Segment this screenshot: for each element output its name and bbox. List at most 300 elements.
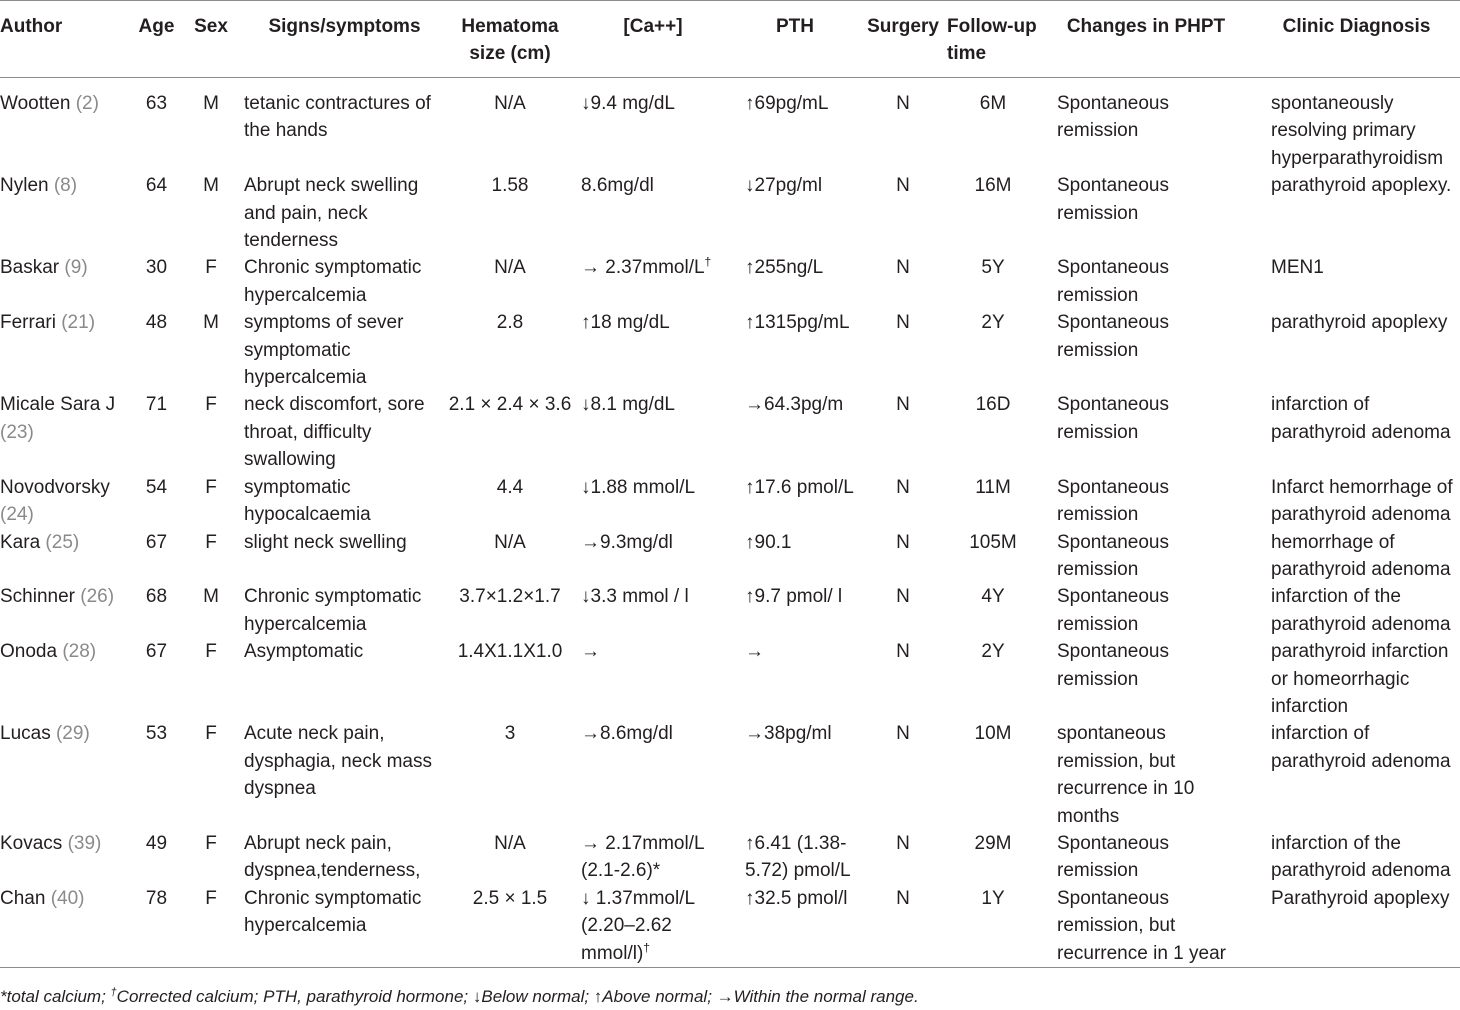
cell-followup [947, 474, 1039, 529]
cell-diagnosis [1253, 885, 1460, 968]
ca-text: ↓ 1.37mmol/L (2.20–2.62 mmol/l) [581, 887, 695, 964]
sex-text: M [203, 93, 219, 114]
surgery-text: N [896, 175, 910, 197]
cell-age [135, 474, 178, 529]
reference-link[interactable]: (8) [53, 175, 78, 197]
cell-hematoma [445, 172, 575, 254]
cell-pth [731, 474, 859, 529]
cell-surgery [859, 78, 947, 173]
cell-author [0, 309, 135, 391]
age-text: 64 [145, 175, 168, 197]
table-row [0, 254, 1460, 309]
cell-age [135, 254, 178, 309]
header-row [0, 1, 1460, 78]
cell-author [0, 391, 135, 473]
cell-changes [1039, 830, 1253, 885]
cell-signs [244, 391, 445, 473]
cell-changes [1039, 583, 1253, 638]
age-text: 67 [145, 641, 168, 663]
hematoma-text: 3.7×1.2×1.7 [459, 586, 561, 608]
ca-text: ↓9.4 mg/dL [581, 93, 675, 114]
cell-changes [1039, 309, 1253, 391]
changes-text: spontaneous remission, but recurrence in 10 months [1057, 723, 1195, 827]
reference-link[interactable]: (40) [50, 887, 85, 909]
cell-pth [731, 529, 859, 584]
header-sex: Sex [194, 16, 228, 37]
cell-pth [731, 254, 859, 309]
cell-hematoma [445, 78, 575, 173]
pth-text: →64.3pg/m [745, 394, 844, 416]
footnote-dagger: † [110, 986, 117, 999]
cell-followup [947, 391, 1039, 473]
cell-author [0, 254, 135, 309]
sex-text: F [205, 641, 217, 663]
header-hematoma: Hematoma size (cm) [461, 16, 559, 64]
cell-age [135, 830, 178, 885]
cell-signs [244, 529, 445, 584]
cell-changes [1039, 391, 1253, 473]
author-text: Kovacs [0, 832, 63, 854]
author-text: Wootten [0, 93, 71, 114]
followup-text: 2Y [981, 312, 1005, 334]
followup-text: 2Y [981, 641, 1005, 663]
age-text: 67 [145, 531, 168, 553]
followup-text: 16M [974, 175, 1012, 197]
pth-text: ↑9.7 pmol/ l [745, 586, 843, 608]
followup-text: 105M [969, 531, 1017, 553]
cell-diagnosis [1253, 309, 1460, 391]
table-body [0, 78, 1460, 968]
cell-diagnosis [1253, 254, 1460, 309]
cell-age [135, 78, 178, 173]
changes-text: Spontaneous remission [1057, 832, 1169, 882]
followup-text: 1Y [981, 887, 1005, 909]
signs-text: tetanic contractures of the hands [244, 93, 431, 142]
author-text: Nylen [0, 175, 49, 197]
diagnosis-text: spontaneously resolving primary hyperparathyroidism [1271, 93, 1444, 169]
cell-age [135, 391, 178, 473]
signs-text: Abrupt neck pain, dyspnea,tenderness, [244, 832, 421, 882]
cell-followup [947, 638, 1039, 720]
signs-text: Abrupt neck swelling and pain, neck tenderness [244, 175, 419, 252]
cell-surgery [859, 172, 947, 254]
cell-ca [575, 583, 731, 638]
sex-text: F [205, 832, 217, 854]
age-text: 63 [145, 93, 168, 114]
cell-author [0, 583, 135, 638]
cell-signs [244, 78, 445, 173]
cell-pth [731, 391, 859, 473]
age-text: 71 [145, 394, 168, 416]
surgery-text: N [896, 312, 910, 334]
cell-pth [731, 172, 859, 254]
cell-signs [244, 720, 445, 830]
ca-text: ↓3.3 mmol / l [581, 586, 689, 608]
cell-diagnosis [1253, 172, 1460, 254]
cell-surgery [859, 885, 947, 968]
cell-surgery [859, 309, 947, 391]
signs-text: symptomatic hypocalcaemia [244, 476, 371, 526]
signs-text: Asymptomatic [244, 641, 364, 663]
cell-pth [731, 638, 859, 720]
hematoma-text: 2.5 × 1.5 [472, 887, 548, 909]
cell-signs [244, 172, 445, 254]
cell-ca [575, 172, 731, 254]
table-row [0, 78, 1460, 173]
header-followup: Follow-up time [947, 16, 1037, 64]
cell-sex [178, 885, 244, 968]
cell-surgery [859, 638, 947, 720]
cell-sex [178, 529, 244, 584]
hematoma-text: N/A [494, 257, 526, 279]
cell-diagnosis [1253, 78, 1460, 173]
cell-surgery [859, 391, 947, 473]
cell-changes [1039, 638, 1253, 720]
cell-diagnosis [1253, 720, 1460, 830]
calcium-footnote-mark: † [704, 255, 712, 270]
cell-diagnosis [1253, 583, 1460, 638]
reference-link[interactable]: (21) [61, 312, 96, 334]
cell-followup [947, 830, 1039, 885]
cell-hematoma [445, 474, 575, 529]
ca-text: ↑18 mg/dL [581, 312, 670, 334]
header-age: Age [138, 16, 175, 37]
cell-hematoma [445, 254, 575, 309]
age-text: 78 [145, 887, 168, 909]
followup-text: 16D [975, 394, 1011, 416]
cell-ca [575, 254, 731, 309]
signs-text: symptoms of sever symptomatic hypercalcemia [244, 312, 404, 389]
cell-changes [1039, 78, 1253, 173]
changes-text: Spontaneous remission [1057, 586, 1169, 635]
header-diagnosis: Clinic Diagnosis [1282, 16, 1431, 37]
cell-hematoma [445, 720, 575, 830]
cell-age [135, 309, 178, 391]
changes-text: Spontaneous remission [1057, 394, 1169, 443]
hematoma-text: 1.4X1.1X1.0 [457, 641, 563, 663]
cell-age [135, 720, 178, 830]
changes-text: Spontaneous remission [1057, 312, 1169, 361]
cell-age [135, 583, 178, 638]
cell-sex [178, 309, 244, 391]
age-text: 48 [145, 312, 168, 334]
cell-sex [178, 583, 244, 638]
signs-text: Chronic symptomatic hypercalcemia [244, 586, 422, 635]
cell-author [0, 529, 135, 584]
header-calcium: [Ca++] [623, 16, 683, 37]
diagnosis-text: Parathyroid apoplexy [1271, 887, 1450, 909]
diagnosis-text: parathyroid infarction or homeorrhagic infarction [1271, 641, 1449, 717]
author-text: Onoda [0, 641, 58, 663]
ca-text: → 2.37mmol/L [581, 257, 705, 279]
cell-signs [244, 885, 445, 968]
surgery-text: N [896, 257, 910, 279]
diagnosis-text: MEN1 [1271, 257, 1324, 279]
changes-text: Spontaneous remission [1057, 531, 1169, 580]
ca-text: ↓8.1 mg/dL [581, 394, 675, 416]
cell-diagnosis [1253, 529, 1460, 584]
age-text: 68 [145, 586, 168, 608]
footnote-part1: *total calcium; [0, 987, 111, 1006]
cell-author [0, 720, 135, 830]
cell-hematoma [445, 309, 575, 391]
signs-text: Chronic symptomatic hypercalcemia [244, 887, 422, 937]
cell-hematoma [445, 885, 575, 968]
signs-text: slight neck swelling [244, 531, 407, 553]
cell-changes [1039, 885, 1253, 968]
diagnosis-text: infarction of parathyroid adenoma [1271, 723, 1451, 772]
cell-surgery [859, 830, 947, 885]
cell-ca [575, 529, 731, 584]
followup-text: 5Y [981, 257, 1005, 279]
author-text: Baskar [0, 257, 60, 279]
cell-pth [731, 720, 859, 830]
cell-ca [575, 720, 731, 830]
sex-text: F [205, 394, 217, 416]
reference-link[interactable]: (25) [45, 531, 80, 553]
footnote-part2: Corrected calcium; PTH, parathyroid hormone; ↓Below normal; ↑Above normal; →Within the normal range. [116, 987, 919, 1006]
cell-age [135, 885, 178, 968]
surgery-text: N [896, 531, 910, 553]
header-signs: Signs/symptoms [268, 16, 421, 37]
cell-diagnosis [1253, 830, 1460, 885]
cell-sex [178, 720, 244, 830]
pth-text: ↑90.1 [745, 531, 792, 553]
followup-text: 10M [974, 723, 1012, 745]
changes-text: Spontaneous remission [1057, 257, 1169, 306]
table-row [0, 529, 1460, 584]
cell-followup [947, 583, 1039, 638]
cell-pth [731, 78, 859, 173]
cell-followup [947, 309, 1039, 391]
surgery-text: N [896, 832, 910, 854]
changes-text: Spontaneous remission [1057, 476, 1169, 526]
cell-ca [575, 474, 731, 529]
surgery-text: N [896, 723, 910, 745]
table-row [0, 830, 1460, 885]
followup-text: 11M [975, 476, 1011, 498]
table-row [0, 638, 1460, 720]
cell-changes [1039, 254, 1253, 309]
cell-followup [947, 78, 1039, 173]
cell-surgery [859, 254, 947, 309]
diagnosis-text: Infarct hemorrhage of parathyroid adenoma [1271, 476, 1453, 526]
table-row [0, 391, 1460, 473]
surgery-text: N [896, 476, 910, 498]
diagnosis-text: hemorrhage of parathyroid adenoma [1271, 531, 1451, 580]
reference-link[interactable]: (39) [67, 832, 102, 854]
author-text: Kara [0, 531, 41, 553]
cell-sex [178, 830, 244, 885]
cell-signs [244, 474, 445, 529]
pth-text: ↑69pg/mL [745, 93, 829, 114]
cell-ca [575, 638, 731, 720]
cell-followup [947, 885, 1039, 968]
table-footnote [0, 987, 919, 1007]
table-row [0, 474, 1460, 529]
cell-changes [1039, 720, 1253, 830]
cell-age [135, 172, 178, 254]
pth-text: ↑17.6 pmol/L [745, 476, 854, 498]
cell-sex [178, 638, 244, 720]
cell-surgery [859, 529, 947, 584]
followup-text: 29M [974, 832, 1012, 854]
cell-surgery [859, 583, 947, 638]
cell-ca [575, 391, 731, 473]
cell-hematoma [445, 529, 575, 584]
pth-text: ↓27pg/ml [745, 175, 823, 197]
signs-text: Acute neck pain, dysphagia, neck mass dyspnea [244, 723, 432, 800]
cell-ca [575, 830, 731, 885]
hematoma-text: 3 [504, 723, 516, 745]
cell-changes [1039, 529, 1253, 584]
reference-link[interactable]: (29) [55, 723, 90, 745]
changes-text: Spontaneous remission, but recurrence in 1 year [1057, 887, 1226, 964]
cell-sex [178, 78, 244, 173]
pth-text: ↑1315pg/mL [745, 312, 850, 334]
sex-text: F [205, 723, 217, 745]
ca-text: → 2.17mmol/L (2.1-2.6)* [581, 832, 704, 882]
pth-text: → [745, 641, 764, 663]
table-row [0, 309, 1460, 391]
cell-sex [178, 474, 244, 529]
sex-text: F [205, 531, 217, 553]
table-row [0, 885, 1460, 968]
cell-surgery [859, 474, 947, 529]
changes-text: Spontaneous remission [1057, 93, 1169, 142]
diagnosis-text: infarction of the parathyroid adenoma [1271, 832, 1451, 882]
reference-link[interactable]: (24) [0, 504, 34, 526]
cell-diagnosis [1253, 391, 1460, 473]
pth-text: →38pg/ml [745, 723, 832, 745]
reference-link[interactable]: (28) [62, 641, 97, 663]
author-text: Lucas [0, 723, 51, 745]
age-text: 30 [145, 257, 168, 279]
reference-link[interactable]: (2) [75, 93, 99, 114]
sex-text: M [203, 175, 219, 197]
calcium-footnote-mark: † [643, 940, 650, 955]
cell-ca [575, 78, 731, 173]
cell-sex [178, 391, 244, 473]
cell-pth [731, 885, 859, 968]
reference-link[interactable]: (26) [80, 586, 115, 608]
sex-text: F [205, 257, 217, 279]
cell-author [0, 885, 135, 968]
cell-ca [575, 309, 731, 391]
cell-signs [244, 583, 445, 638]
hematoma-text: N/A [494, 93, 526, 114]
header-author: Author [0, 16, 63, 37]
surgery-text: N [896, 93, 910, 114]
reference-link[interactable]: (9) [64, 257, 88, 279]
hematoma-text: 2.8 [496, 312, 524, 334]
table-row [0, 172, 1460, 254]
ca-text: 8.6mg/dl [581, 175, 654, 197]
cell-followup [947, 172, 1039, 254]
cell-changes [1039, 474, 1253, 529]
ca-text: ↓1.88 mmol/L [581, 476, 696, 498]
cell-sex [178, 172, 244, 254]
cell-signs [244, 830, 445, 885]
ca-text: →8.6mg/dl [581, 723, 673, 745]
hematoma-text: 2.1 × 2.4 × 3.6 [448, 394, 572, 416]
pth-text: ↑6.41 (1.38-5.72) pmol/L [745, 832, 851, 882]
cell-author [0, 474, 135, 529]
cell-surgery [859, 720, 947, 830]
followup-text: 6M [979, 93, 1007, 114]
cell-followup [947, 529, 1039, 584]
cell-diagnosis [1253, 638, 1460, 720]
hematoma-text: 1.58 [491, 175, 529, 197]
table-row [0, 583, 1460, 638]
surgery-text: N [896, 887, 910, 909]
cell-hematoma [445, 583, 575, 638]
cell-diagnosis [1253, 474, 1460, 529]
reference-link[interactable]: (23) [0, 421, 34, 443]
cell-hematoma [445, 830, 575, 885]
followup-text: 4Y [981, 586, 1005, 608]
author-text: Novodvorsky [0, 476, 110, 498]
cell-signs [244, 309, 445, 391]
diagnosis-text: infarction of parathyroid adenoma [1271, 394, 1451, 443]
sex-text: F [205, 476, 217, 498]
cell-signs [244, 638, 445, 720]
cell-author [0, 830, 135, 885]
signs-text: neck discomfort, sore throat, difficulty swallowing [244, 394, 425, 471]
diagnosis-text: infarction of the parathyroid adenoma [1271, 586, 1451, 635]
hematoma-text: N/A [494, 531, 526, 553]
ca-text: →9.3mg/dl [581, 531, 673, 553]
cell-hematoma [445, 638, 575, 720]
header-changes: Changes in PHPT [1066, 16, 1226, 37]
signs-text: Chronic symptomatic hypercalcemia [244, 257, 422, 306]
cell-hematoma [445, 391, 575, 473]
cell-pth [731, 309, 859, 391]
sex-text: M [203, 586, 219, 608]
cell-age [135, 529, 178, 584]
age-text: 49 [145, 832, 168, 854]
pth-text: ↑32.5 pmol/l [745, 887, 848, 909]
cell-author [0, 78, 135, 173]
cell-sex [178, 254, 244, 309]
surgery-text: N [896, 641, 910, 663]
hematoma-text: N/A [494, 832, 526, 854]
cell-pth [731, 583, 859, 638]
sex-text: F [205, 887, 217, 909]
author-text: Schinner [0, 586, 75, 608]
cell-ca [575, 885, 731, 968]
diagnosis-text: parathyroid apoplexy. [1271, 175, 1452, 197]
author-text: Ferrari [0, 312, 56, 334]
age-text: 53 [145, 723, 168, 745]
cell-author [0, 172, 135, 254]
header-pth: PTH [776, 16, 814, 37]
surgery-text: N [896, 586, 910, 608]
cell-pth [731, 830, 859, 885]
cell-followup [947, 720, 1039, 830]
changes-text: Spontaneous remission [1057, 175, 1169, 224]
diagnosis-text: parathyroid apoplexy [1271, 312, 1448, 334]
hematoma-text: 4.4 [496, 476, 524, 498]
pth-text: ↑255ng/L [745, 257, 824, 279]
author-text: Micale Sara J [0, 394, 116, 416]
header-surgery: Surgery [867, 16, 939, 37]
cell-author [0, 638, 135, 720]
cell-age [135, 638, 178, 720]
cell-signs [244, 254, 445, 309]
cell-followup [947, 254, 1039, 309]
cell-changes [1039, 172, 1253, 254]
